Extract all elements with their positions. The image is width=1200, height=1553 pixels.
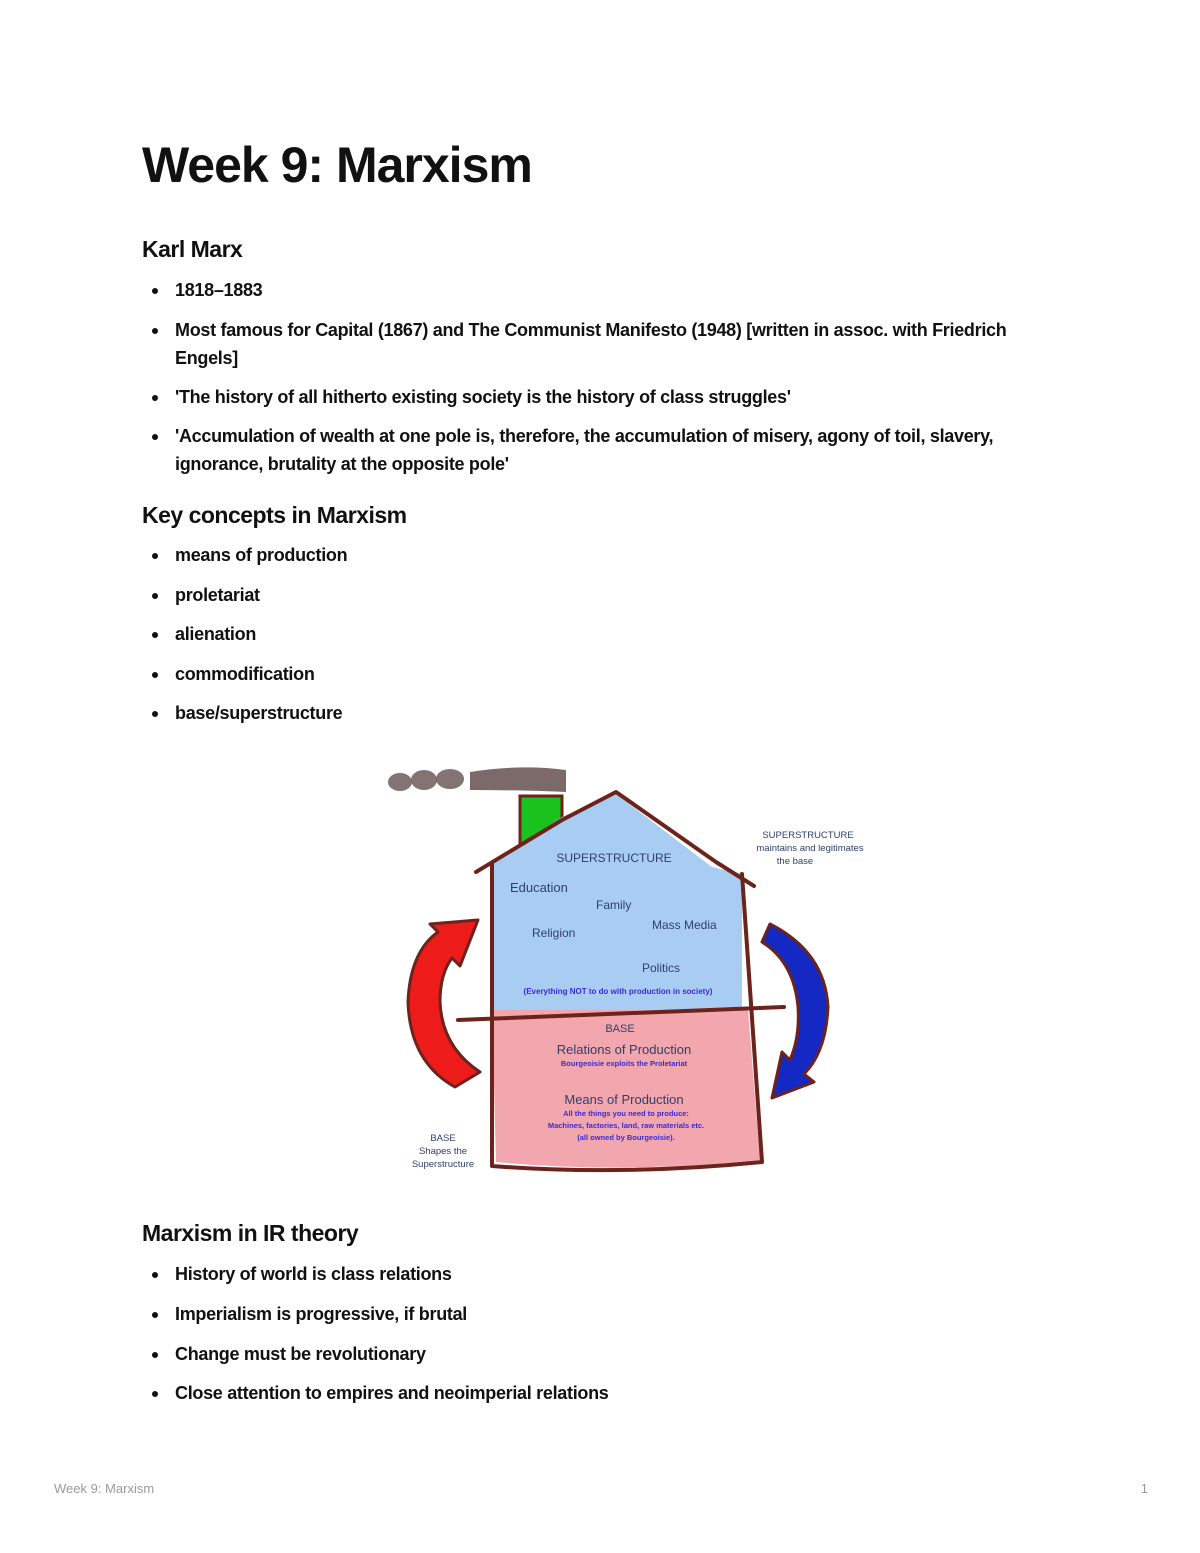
footer-title: Week 9: Marxism (54, 1481, 155, 1496)
right-arrow-icon (762, 924, 828, 1098)
list-item: Change must be revolutionary (142, 1340, 1072, 1368)
list-item: Close attention to empires and neoimperial relations (142, 1379, 1072, 1407)
base-heading: BASE (605, 1023, 635, 1035)
label-mass-media: Mass Media (652, 918, 717, 932)
list-item: commodification (142, 660, 1072, 688)
key-concepts-list (142, 541, 1072, 727)
list-item: 'Accumulation of wealth at one pole is, therefore, the accumulation of misery, agony of toil, slavery, ignorance, brutality at the opposite pole' (142, 422, 1072, 478)
label-family: Family (596, 898, 632, 912)
right-caption-line-2: maintains and legitimates (756, 843, 864, 854)
right-caption-line-3: the base (776, 856, 814, 867)
section-heading-key-concepts: Key concepts in Marxism (142, 502, 407, 528)
karl-marx-list (142, 276, 1072, 478)
ir-theory-list (142, 1260, 1072, 1407)
left-caption-line-1: BASE (430, 1133, 456, 1144)
smoke (388, 767, 566, 792)
list-item: alienation (142, 620, 1072, 648)
page-number: 1 (1140, 1481, 1148, 1496)
means-note-line-3: (all owned by Bourgeoisie). (577, 1133, 675, 1142)
relations-note: Bourgeoisie exploits the Proletariat (560, 1059, 688, 1068)
base-superstructure-diagram (380, 762, 870, 1182)
list-item: History of world is class relations (142, 1260, 1072, 1288)
list-item: means of production (142, 541, 1072, 569)
list-item: Most famous for Capital (1867) and The Communist Manifesto (1948) [written in assoc. with Friedrich Engels] (142, 316, 1072, 372)
superstructure-note: (Everything NOT to do with production in society) (523, 987, 713, 996)
means-note-line-1: All the things you need to produce: (563, 1109, 689, 1118)
list-item: Imperialism is progressive, if brutal (142, 1300, 1072, 1328)
list-item: proletariat (142, 581, 1072, 609)
superstructure-heading: SUPERSTRUCTURE (556, 851, 672, 865)
label-education: Education (510, 880, 568, 895)
label-religion: Religion (532, 926, 576, 940)
left-arrow-icon (408, 920, 480, 1087)
means-of-production-label: Means of Production (564, 1092, 684, 1107)
left-caption-line-3: Superstructure (411, 1159, 475, 1170)
list-item: 'The history of all hitherto existing society is the history of class struggles' (142, 383, 1072, 411)
label-politics: Politics (642, 961, 681, 975)
relations-of-production-label: Relations of Production (556, 1042, 692, 1057)
list-item: base/superstructure (142, 699, 1072, 727)
right-caption-line-1: SUPERSTRUCTURE (762, 830, 854, 841)
page-title: Week 9: Marxism (142, 137, 532, 193)
list-item: 1818–1883 (142, 276, 1072, 304)
means-note-line-2: Machines, factories, land, raw materials etc. (547, 1121, 705, 1130)
section-heading-ir-theory: Marxism in IR theory (142, 1220, 359, 1246)
left-caption-line-2: Shapes the (418, 1146, 468, 1157)
section-heading-karl-marx: Karl Marx (142, 236, 243, 262)
